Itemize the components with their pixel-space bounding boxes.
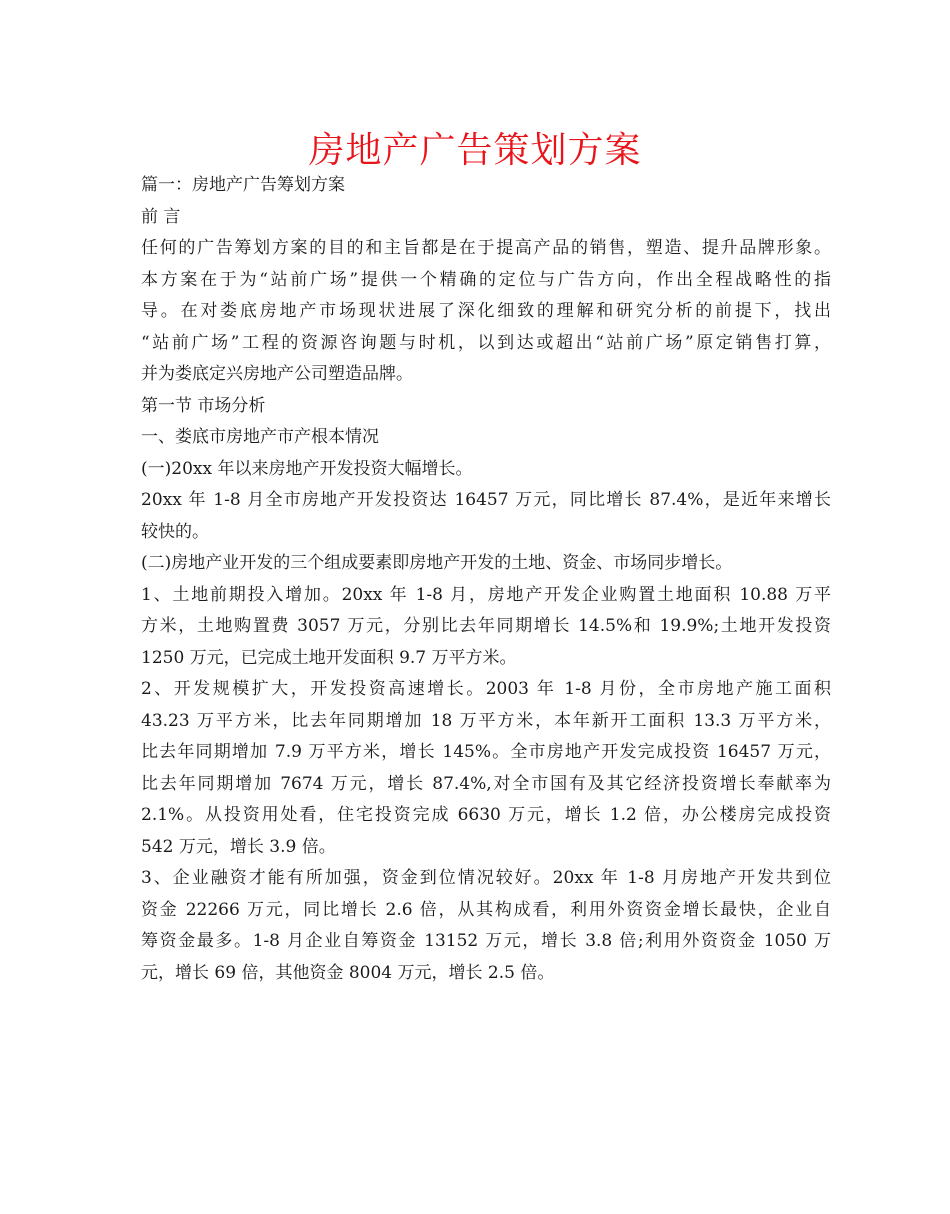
text-line: 一、娄底市房地产市产根本情况 <box>141 427 379 447</box>
text-line: 元，增长 69 倍，其他资金 8004 万元，增长 2.5 倍。 <box>141 962 555 983</box>
text-line: 542 万元，增长 3.9 倍。 <box>141 836 336 857</box>
text-line: 导。在对娄底房地产市场现状进展了深化细致的理解和研究分析的前提下，找出 <box>141 301 831 321</box>
text-line: 篇一：房地产广告筹划方案 <box>141 175 345 195</box>
document-body <box>141 170 831 989</box>
text-line: 3、企业融资才能有所加强，资金到位情况较好。20xx 年 1-8 月房地产开发共到位 <box>141 868 831 888</box>
text-line: 2.1%。从投资用处看，住宅投资完成 6630 万元，增长 1.2 倍，办公楼房完成投资 <box>141 805 831 825</box>
text-line: 43.23 万平方米，比去年同期增加 18 万平方米，本年新开工面积 13.3 万平方米， <box>141 710 831 731</box>
text-line: 较快的。 <box>141 521 209 542</box>
text-line: 2、开发规模扩大，开发投资高速增长。2003 年 1-8 月份，全市房地产施工面积 <box>141 679 831 699</box>
text-line: 任何的广告筹划方案的目的和主旨都是在于提高产品的销售，塑造、提升品牌形象。 <box>141 238 831 258</box>
text-line: 本方案在于为“站前广场”提供一个精确的定位与广告方向，作出全程战略性的指 <box>141 269 831 290</box>
text-line: 比去年同期增加 7.9 万平方米，增长 145%。全市房地产开发完成投资 16457 万元， <box>141 742 831 762</box>
text-line: 1、土地前期投入增加。20xx 年 1-8 月，房地产开发企业购置土地面积 10.88 万平 <box>141 584 831 605</box>
text-line: 资金 22266 万元，同比增长 2.6 倍，从其构成看，利用外资资金增长最快，企业自 <box>141 899 831 920</box>
document-title: 房地产广告策划方案 <box>308 130 642 171</box>
text-line: 20xx 年 1-8 月全市房地产开发投资达 16457 万元，同比增长 87.4%，是近年来增长 <box>141 490 831 510</box>
text-line: 比去年同期增加 7674 万元，增长 87.4%,对全市国有及其它经济投资增长奉献率为 <box>141 773 831 794</box>
text-line: (二)房地产业开发的三个组成要素即房地产开发的土地、资金、市场同步增长。 <box>141 553 733 573</box>
text-line: 前 言 <box>141 206 181 227</box>
text-line: 方米，土地购置费 3057 万元，分别比去年同期增长 14.5%和 19.9%;土地开发投资 <box>141 616 831 636</box>
text-line: 筹资金最多。1-8 月企业自筹资金 13152 万元，增长 3.8 倍;利用外资资金 1050 万 <box>141 931 831 951</box>
text-line: 并为娄底定兴房地产公司塑造品牌。 <box>141 364 413 384</box>
text-line: 1250 万元，已完成土地开发面积 9.7 万平方米。 <box>141 647 517 668</box>
text-line: (一)20xx 年以来房地产开发投资大幅增长。 <box>141 458 473 479</box>
text-line: 第一节 市场分析 <box>141 395 266 416</box>
text-line: “站前广场”工程的资源咨询题与时机，以到达或超出“站前广场”原定销售打算， <box>141 332 831 353</box>
